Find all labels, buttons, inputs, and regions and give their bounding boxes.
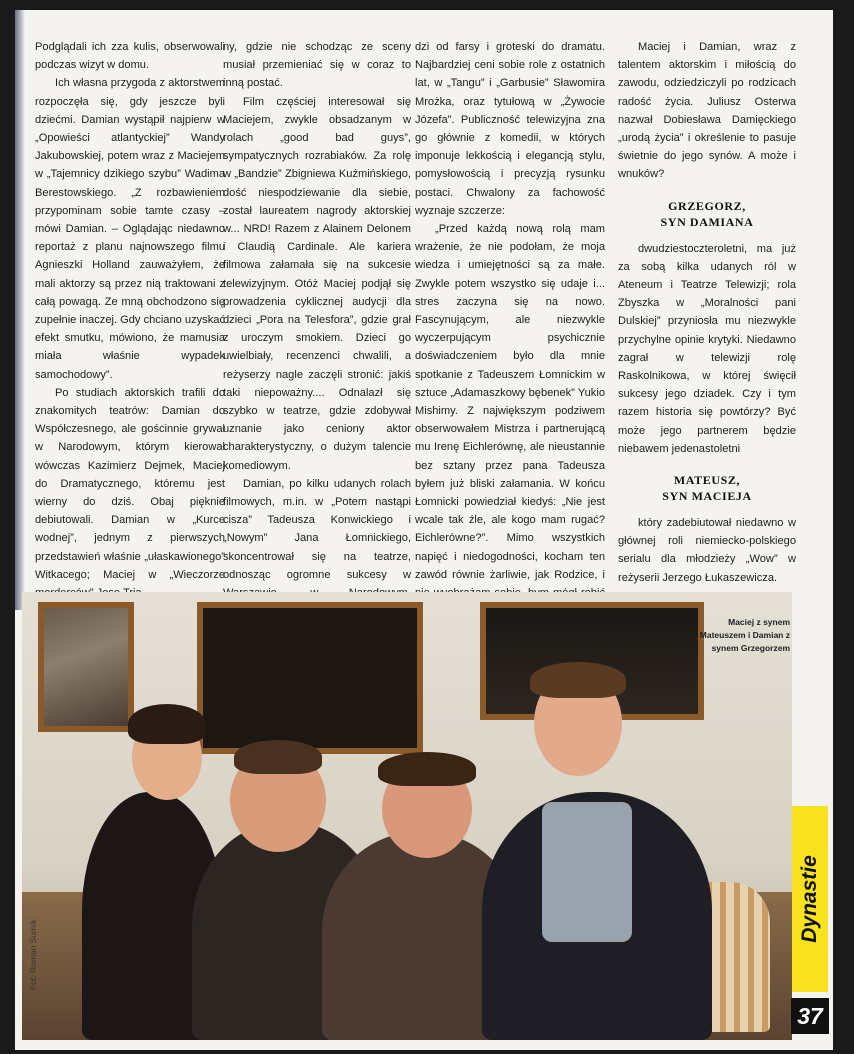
- paragraph: Maciej i Damian, wraz z talentem aktorskim i miłością do zawodu, odziedziczyli po rodzicach radość życia. Juliusz Osterwa nazwał Dobiesława Damięckiego „urodą życia” i określenie to pasuje świetnie do jego synów. A może i wnuków?: [618, 41, 796, 181]
- subheading-mateusz: MATEUSZ, SYN MACIEJA: [662, 473, 752, 504]
- wall-painting-left: [38, 602, 134, 732]
- paragraph: Film częściej interesował się Maciejem, zwykle obsadzanym w rolach „good bad guys”, sympatycznych rozrabiaków. Za rolę w „Bandzie” Zbigniewa Kuźmińskiego, dość niespodziewanie dla siebie, został laureatem nagrody aktorskiej w... NRD! Razem z Alainem Delonem i Claudią Cardinale. Ale kariera filmowa załamała się na sukcesie telewizyjnym. Otóż Maciej podjął się prowadzenia cyklicznej audycji dla dzieci „Pora na Telesfora”, gdzie grał z uroczym smokiem. Dzieci go uwielbiały, recenzenci chwalili, a reżyserzy nagle zaczęli stronić: jakiś taki niepoważny.... Odnalazł się szybko w teatrze, gdzie zdobywał uznanie jako ceniony aktor charakterystyczny, o dużym talencie komediowym.: [223, 95, 411, 472]
- section-tab: [792, 806, 828, 992]
- article-column-3: [415, 38, 605, 621]
- paragraph: „Przed każdą nową rolą mam wrażenie, że nie podołam, że moja wiedza i umiejętności są za małe. Zwykle potem wszystko się udaje i... stres zaczyna się na nowo. Fascynującym, ale niezwykle wyczerpującym psychicznie doświadczeniem było dla mnie spotkanie z Tadeuszem Łomnickim w sztuce „Adamaszkowy bębenek” Yukio Mishimy. Z największym podziwem obserwowałem Mistrza i partnerującą mu Irenę Eichlerównę, ale nieustannie bez sztany przez pana Tadeusza byłem już bliski załamania. W końcu Łomnicki powiedział kiedyś: „Nie jest wcale tak źle, ale kogo mam rugać? Eichlerówne?”. Mimo wszystkich napięć i niedogodności, kocham ten zawód równie żarliwie, jak Rodzice, i: [415, 223, 605, 581]
- paragraph: Ich własna przygoda z aktorstwem rozpoczęła się, gdy jeszcze byli dziećmi. Damian wystąpił najpierw w „Opowieści atlantyckiej” Wandy Jakubowskiej, potem wraz z Maciejem w „Tajemnicy dzikiego szybu” Wadima Berestowskiego. „Z rozbawieniem przypominam sobie tamte czasy – mówi Damian. – Oglądając niedawno reportaż z planu najnowszego filmu Agnieszki Holland zauważyłem, że mali aktorzy są przez nią traktowani z całą powagą. Ze mną obchodzono się zupełnie inaczej. Gdy chciano uzyskać efekt smutku, mówiono, że mamusia miała właśnie wypadek samochodowy”.: [35, 77, 225, 381]
- paragraph: Damian, po kilku udanych rolach filmowych, m.in. w „Potem nastąpi cisza” Tadeusza Konwickiego i „Nowym” Jana Łomnickiego, skoncentrował się na teatrze, odnosząc ogromne sukcesy w: [223, 477, 411, 581]
- subheading-grzegorz: GRZEGORZ, SYN DAMIANA: [660, 198, 754, 229]
- article-column-4: [618, 38, 796, 621]
- article-column-1: [35, 38, 225, 602]
- person-boy-hair: [128, 704, 206, 744]
- paragraph: dwudziestoczteroletni, ma już za sobą kilka udanych ról w Ateneum i Teatrze Telewizji; rola Zbyszka w „Moralności pani Dulskiej” przyniosła mu niezwykle przychylne opinie krytyki. Niedawno zagrał w telewizji rolę Raskolnikowa, w której święcił sukcesy jego dziadek. Czy i tym razem historia się powtórzy? Być może jego partnerem będzie niebawem jedenastoletni: [618, 242, 796, 455]
- person-man-left-hair: [234, 740, 322, 774]
- section-tab-label: Dynastie: [798, 855, 821, 943]
- paragraph: który zadebiutował niedawno w głównej roli niemiecko-polskiego serialu dla młodzieży „Wow” w reżyserii Jerzego Łukaszewicza.: [618, 517, 796, 584]
- paragraph: Po studiach aktorskich trafili do znakomitych teatrów: Damian do Współczesnego, ale gościnnie grywał w Narodowym, którym kierował wówczas Kazimierz Dejmek, Maciej do Dramatycznego, któremu jest wierny do dziś. Obaj pięknie debiutowali. Damian w „Kurce wodnej”, jednym z pierwszych przedstawień właśnie „ułaskawionego” Witkacego; Maciej w „Wieczorze: [35, 386, 225, 581]
- photo-credit: Fot. Roman Sumik: [28, 919, 38, 990]
- page-number: 37: [791, 998, 829, 1034]
- article-column-2: [223, 38, 411, 639]
- paragraph: dzi od farsy i groteski do dramatu. Najbardziej ceni sobie role z ostatnich lat, w „Tangu” i „Garbusie” Sławomira Mrożka, oraz tytułową w „Żywocie Józefa”. Publiczność telewizyjna zna go głównie z komedii, w których imponuje lekkością i elegancją stylu, pomysłowością i precyzją rysunku postaci. Chwalony za fachowość wyznaje szczerze:: [415, 41, 605, 217]
- person-young-man-hair: [530, 662, 626, 698]
- paragraph: Podglądali ich zza kulis, obserwowali podczas wizyt w domu.: [35, 41, 225, 72]
- person-young-man-shirt: [542, 802, 632, 942]
- paragraph: ny, gdzie nie schodząc ze sceny musiał przemieniać się w coraz to inną postać.: [223, 41, 411, 90]
- photo-caption: Maciej z synem Mateuszem i Damian z synem Grzegorzem: [699, 617, 790, 653]
- wall-painting-center: [197, 602, 423, 754]
- person-man-right-hair: [378, 752, 476, 786]
- page-gutter-shadow: [15, 10, 25, 610]
- family-photo: [22, 592, 792, 1040]
